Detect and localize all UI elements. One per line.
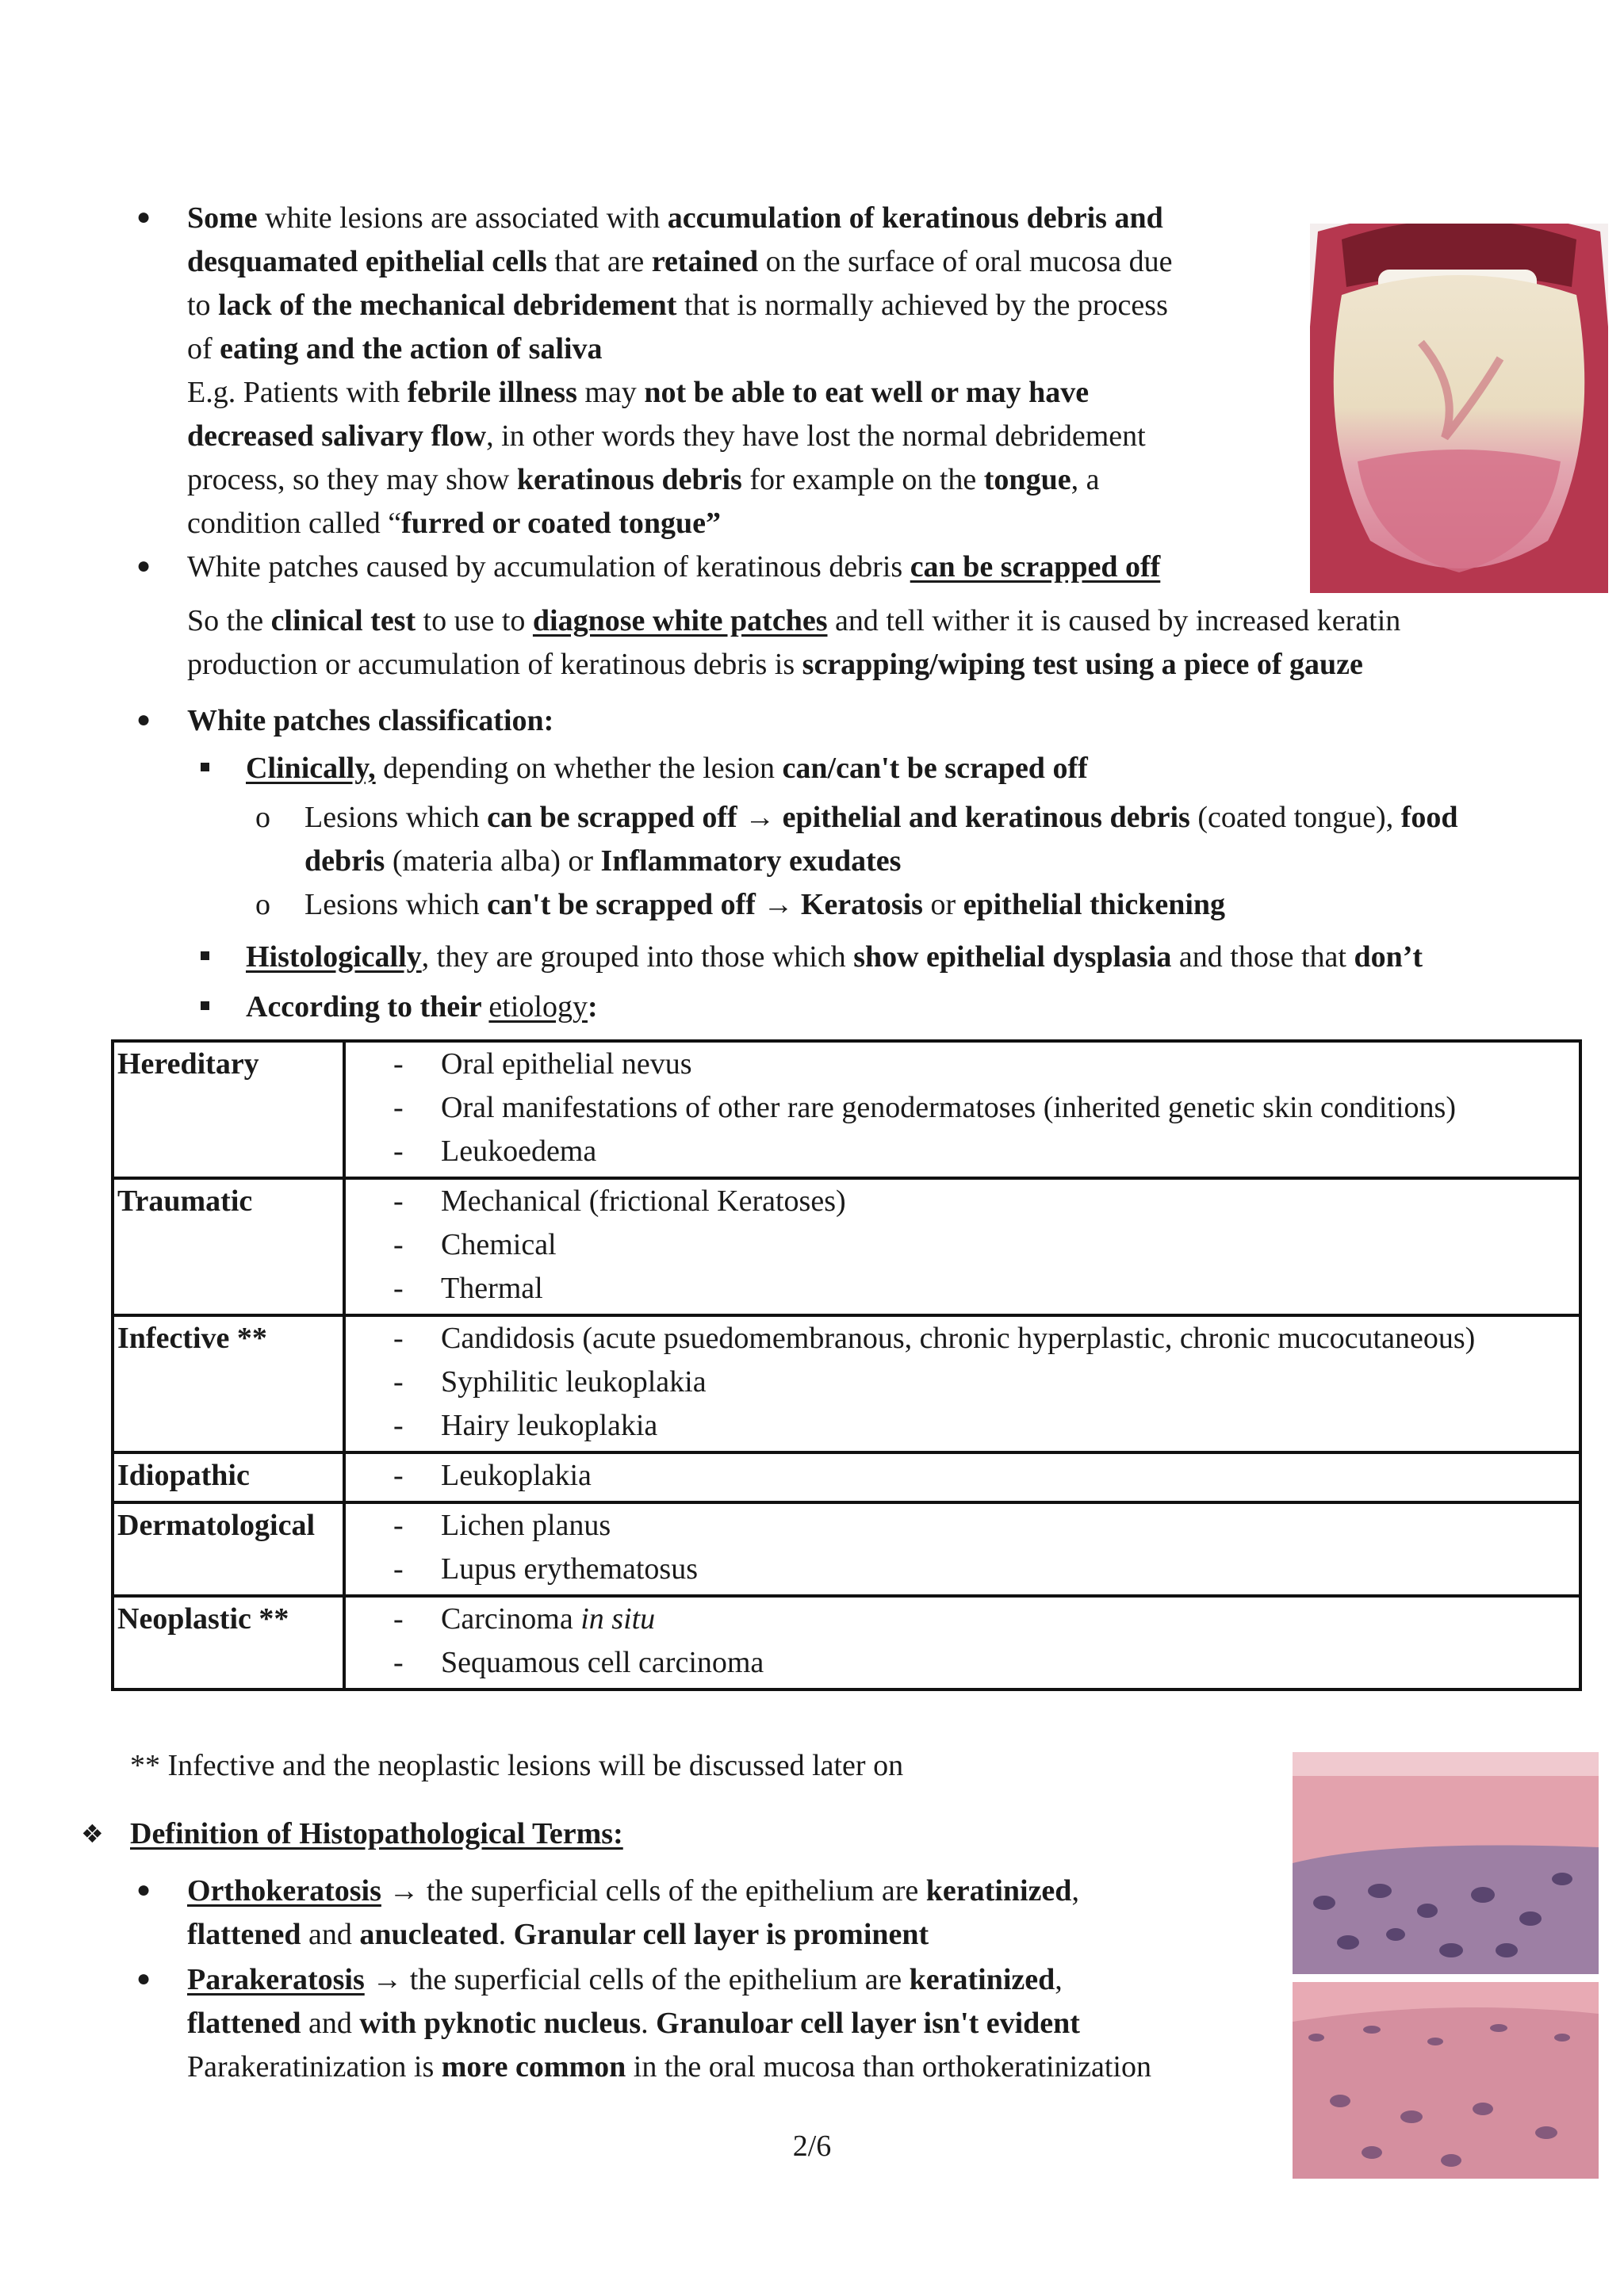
etiology-list-item [393, 1360, 1579, 1404]
etiology-list-item [393, 1223, 1579, 1267]
clinical-test-paragraph [187, 599, 1599, 687]
item-text: Lupus erythematosus [441, 1552, 699, 1586]
text-run: Clinically, [246, 752, 376, 785]
text-run: keratinous debris [516, 463, 742, 496]
text-run: etiology [488, 990, 588, 1024]
text-run: Some [187, 201, 258, 235]
text-line [304, 796, 1605, 840]
text-run: can be scrapped off → epithelial and keratinous debris [487, 801, 1190, 834]
text-run: keratinized [909, 1963, 1055, 1996]
item-text: Hairy leukoplakia [441, 1409, 658, 1442]
text-run: debris [304, 844, 385, 878]
item-text: Syphilitic leukoplakia [441, 1365, 707, 1399]
text-run: can/can't be scraped off [782, 752, 1088, 785]
etiology-category: Idiopathic [113, 1452, 344, 1502]
text-run: anucleated [359, 1918, 499, 1951]
etiology-list-item [393, 1130, 1579, 1173]
text-run: show epithelial dysplasia [853, 940, 1172, 974]
text-line [187, 458, 1313, 502]
dash-bullet: - [393, 1602, 404, 1636]
text-run: and [301, 2007, 360, 2040]
etiology-list-item [393, 1043, 1579, 1086]
text-run: for example on the [741, 463, 984, 496]
clinical-sub-item-1 [304, 796, 1605, 883]
item-text: Leukoedema [441, 1135, 597, 1168]
text-line [246, 985, 598, 1029]
etiology-list-item [393, 1404, 1579, 1448]
text-run: production or accumulation of keratinous debris is [187, 648, 802, 681]
text-run: more common [441, 2050, 626, 2084]
etiology-row [113, 1041, 1580, 1178]
text-run: According to their [246, 990, 489, 1024]
text-run: not be able to eat well or may have [644, 376, 1090, 409]
item-text: Leukoplakia [441, 1459, 592, 1492]
text-line [187, 240, 1313, 284]
etiology-category: Dermatological [113, 1502, 344, 1596]
round-bullet-icon: ● [136, 1965, 151, 1992]
text-run: . [641, 2007, 657, 2040]
item-text: in situ [580, 1602, 656, 1636]
etiology-category: Traumatic [113, 1178, 344, 1315]
etiology-list-item [393, 1317, 1579, 1360]
etiology-list-item [393, 1548, 1579, 1591]
text-run: , [1071, 1874, 1079, 1908]
round-bullet-icon: ● [136, 204, 151, 230]
text-line [187, 2002, 1289, 2045]
etiology-list-item [393, 1267, 1579, 1311]
text-run: Parakeratinization is [187, 2050, 442, 2084]
etiology-row [113, 1596, 1580, 1689]
dash-bullet: - [393, 1135, 404, 1168]
dash-bullet: - [393, 1322, 404, 1355]
text-run: Histologically [246, 940, 422, 974]
hollow-circle-bullet-icon: o [255, 888, 270, 921]
item-text: Sequamous cell carcinoma [441, 1646, 764, 1679]
text-run: lack of the mechanical debridement [218, 289, 677, 322]
dash-bullet: - [393, 1184, 404, 1218]
text-run: Orthokeratosis [187, 1874, 381, 1908]
dash-bullet: - [393, 1409, 404, 1442]
text-run: depending on whether the lesion [375, 752, 783, 785]
text-line [187, 327, 1313, 371]
item-text: Carcinoma [441, 1602, 581, 1636]
etiology-list-item [393, 1454, 1579, 1498]
dash-bullet: - [393, 1646, 404, 1679]
text-run: → the superficial cells of the epithelium are [364, 1963, 910, 1996]
text-run: clinical test [270, 604, 416, 637]
text-line [187, 502, 1313, 545]
text-run: or [922, 888, 963, 921]
etiology-category: Neoplastic ** [113, 1596, 344, 1689]
orthokeratosis-definition [187, 1869, 1289, 1957]
dash-bullet: - [393, 1509, 404, 1542]
text-run: don’t [1354, 940, 1423, 974]
text-line [304, 883, 1605, 927]
footnote: ** Infective and the neoplastic lesions will be discussed later on [130, 1749, 904, 1782]
dash-bullet: - [393, 1552, 404, 1586]
etiology-category: Hereditary [113, 1041, 344, 1178]
definition-heading: Definition of Histopathological Terms: [130, 1817, 623, 1850]
text-run: White patches caused by accumulation of keratinous debris [187, 550, 910, 584]
text-run: of [187, 332, 220, 365]
text-run: Granuloar cell layer isn't evident [656, 2007, 1080, 2040]
text-run: to use to [416, 604, 533, 637]
text-run: keratinized [925, 1874, 1072, 1908]
etiology-list-item [393, 1180, 1579, 1223]
parakeratosis-definition [187, 1958, 1289, 2089]
text-line [187, 643, 1599, 687]
text-run: So the [187, 604, 271, 637]
text-run: . [498, 1918, 514, 1951]
text-run: on the surface of oral mucosa due [758, 245, 1173, 278]
text-run: epithelial thickening [963, 888, 1226, 921]
text-run: food [1400, 801, 1458, 834]
text-run: Lesions which [304, 801, 488, 834]
text-line [187, 2045, 1289, 2089]
text-run: that is normally achieved by the process [676, 289, 1168, 322]
text-run: and tell wither it is caused by increased keratin [827, 604, 1401, 637]
text-run: to [187, 289, 219, 322]
text-line [187, 284, 1313, 327]
item-text: Chemical [441, 1228, 557, 1261]
item-text: Oral epithelial nevus [441, 1047, 692, 1081]
text-run: (coated tongue), [1189, 801, 1401, 834]
scrapped-off-paragraph [187, 545, 1313, 589]
etiology-category: Infective ** [113, 1315, 344, 1452]
text-run: furred or coated tongue” [401, 507, 721, 540]
square-bullet-icon [201, 951, 209, 960]
orthokeratosis-histology-photo [1293, 1752, 1599, 1974]
clinical-sub-item-2 [304, 883, 1605, 927]
text-run: , they are grouped into those which [421, 940, 854, 974]
text-line [187, 599, 1599, 643]
text-run: diagnose white patches [532, 604, 828, 637]
text-run: , [1055, 1963, 1063, 1996]
square-bullet-icon [201, 763, 209, 771]
round-bullet-icon: ● [136, 553, 151, 579]
round-bullet-icon: ● [136, 706, 151, 733]
text-run: condition called “ [187, 507, 402, 540]
text-run: (materia alba) or [385, 844, 601, 878]
item-text: Oral manifestations of other rare genodermatoses (inherited genetic skin conditions) [441, 1091, 1456, 1124]
text-run: E.g. Patients with [187, 376, 408, 409]
etiology-list-item [393, 1086, 1579, 1130]
four-diamond-bullet-icon: ❖ [81, 1819, 104, 1849]
etiology-list-item [393, 1504, 1579, 1548]
round-bullet-icon: ● [136, 1877, 151, 1903]
etiology-items [344, 1452, 1580, 1502]
text-line [187, 1869, 1289, 1913]
text-run: Granular cell layer is prominent [513, 1918, 929, 1951]
etiology-items [344, 1315, 1580, 1452]
etiology-row [113, 1452, 1580, 1502]
text-run: scrapping/wiping test using a piece of gauze [802, 648, 1363, 681]
dash-bullet: - [393, 1272, 404, 1305]
clinically-item [246, 747, 1088, 790]
square-bullet-icon [201, 1001, 209, 1010]
item-text: Mechanical (frictional Keratoses) [441, 1184, 846, 1218]
text-run: with pyknotic nucleus [359, 2007, 642, 2040]
text-line [187, 371, 1313, 415]
page-number: 2/6 [792, 2130, 832, 2163]
text-run: , in other words they have lost the normal debridement [486, 419, 1146, 453]
text-run: accumulation of keratinous debris and [667, 201, 1163, 235]
accumulation-paragraph [187, 197, 1313, 545]
text-run: in the oral mucosa than orthokeratinization [626, 2050, 1151, 2084]
text-run: tongue [983, 463, 1071, 496]
text-line [246, 747, 1088, 790]
text-run: and those that [1171, 940, 1354, 974]
item-text: Thermal [441, 1272, 543, 1305]
text-run: : [587, 990, 598, 1024]
dash-bullet: - [393, 1228, 404, 1261]
text-run: process, so they may show [187, 463, 517, 496]
text-run: febrile illness [407, 376, 577, 409]
etiology-table [111, 1039, 1582, 1691]
text-line [187, 545, 1313, 589]
etiology-list-item [393, 1641, 1579, 1685]
text-run: flattened [187, 1918, 301, 1951]
text-run: → the superficial cells of the epithelium are [381, 1874, 926, 1908]
etiology-items [344, 1596, 1580, 1689]
etiology-row [113, 1315, 1580, 1452]
text-run: eating and the action of saliva [220, 332, 603, 365]
text-run: desquamated epithelial cells [187, 245, 547, 278]
etiology-list-item [393, 1598, 1579, 1641]
text-run: Lesions which [304, 888, 488, 921]
text-line [246, 936, 1423, 979]
classification-heading: White patches classification: [187, 704, 554, 737]
dash-bullet: - [393, 1365, 404, 1399]
item-text: Lichen planus [441, 1509, 611, 1542]
text-run: retained [651, 245, 759, 278]
text-line [187, 197, 1313, 240]
text-run: can't be scrapped off → Keratosis [487, 888, 923, 921]
text-line [187, 1913, 1289, 1957]
text-line [187, 415, 1313, 458]
etiology-row [113, 1178, 1580, 1315]
dash-bullet: - [393, 1047, 404, 1081]
etiology-item [246, 985, 598, 1029]
text-run: white lesions are associated with [257, 201, 668, 235]
text-run: and [301, 1918, 360, 1951]
coated-tongue-photo [1310, 200, 1608, 593]
text-run: Inflammatory exudates [600, 844, 902, 878]
text-run: that are [546, 245, 652, 278]
text-line [304, 840, 1605, 883]
etiology-items [344, 1041, 1580, 1178]
text-run: decreased salivary flow [187, 419, 487, 453]
text-line [187, 1958, 1289, 2002]
histologically-item [246, 936, 1423, 979]
text-run: Parakeratosis [187, 1963, 365, 1996]
text-run: may [576, 376, 645, 409]
item-text: Candidosis (acute psuedomembranous, chronic hyperplastic, chronic mucocutaneous) [441, 1322, 1476, 1355]
etiology-row [113, 1502, 1580, 1596]
text-run: can be scrapped off [910, 550, 1161, 584]
text-run: flattened [187, 2007, 301, 2040]
text-run: , a [1071, 463, 1100, 496]
etiology-items [344, 1502, 1580, 1596]
dash-bullet: - [393, 1459, 404, 1492]
etiology-items [344, 1178, 1580, 1315]
hollow-circle-bullet-icon: o [255, 801, 270, 834]
dash-bullet: - [393, 1091, 404, 1124]
